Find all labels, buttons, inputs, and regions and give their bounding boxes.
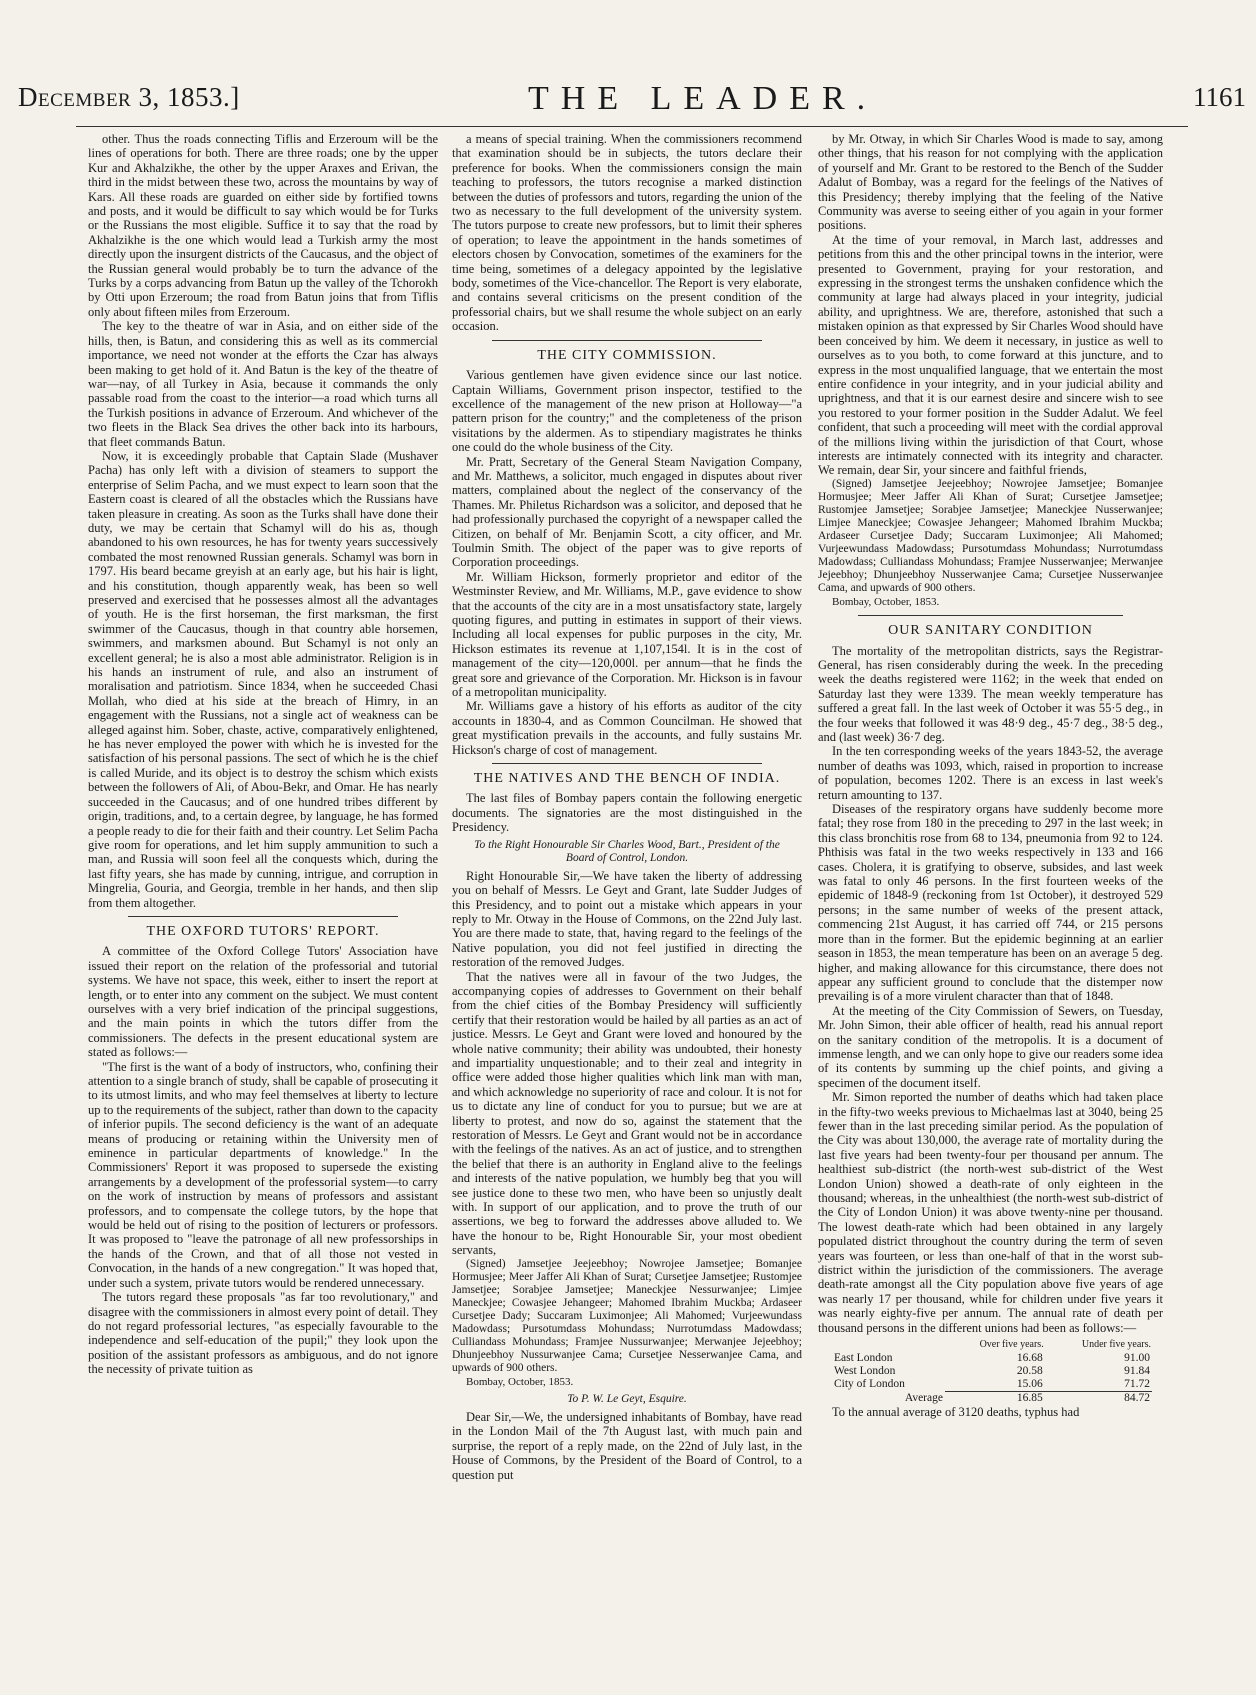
paragraph: In the ten corresponding weeks of the years 1843-52, the average number of deaths was 1093, which, raised in proportion to increase of population, becomes 1202. There is an excess in last week's return amounting to 137. [818,744,1163,802]
letter-address: To the Right Honourable Sir Charles Wood, Bart., President of the Board of Control, London. [474,838,780,864]
rate-over-five: 20.58 [1016,1365,1043,1378]
table-row [832,1352,1152,1365]
paragraph: At the meeting of the City Commission of Sewers, on Tuesday, Mr. John Simon, their able officer of health, read his annual report on the sanitary condition of the metropolis. It is a document of immense length, and we can only hope to give our readers some idea of its contents by summing up the chief points, and giving a specimen of the document itself. [818,1003,1163,1090]
column-header-under-five: Under five years. [1081,1339,1151,1351]
letter-address: To P. W. Le Geyt, Esquire. [567,1393,687,1406]
paragraph: The key to the theatre of war in Asia, and on either side of the hills, then, is Batun, and considering this as well as its commercial importance, we need not wonder at the efforts the Czar has always been making to get hold of it. And Batun is the key of the theatre of war—nay, of all Turkey in Asia, because it commands the only passable road from the coast to the interior—a road which turns all the Turkish positions in advance of Erzeroum. And whichever of the two fleets in the Black Sea drives the other back into its harbours, that fleet commands Batun. [88,319,438,449]
rate-under-five: 91.84 [1124,1365,1150,1378]
heading-oxford-tutors-report: THE OXFORD TUTORS' REPORT. [146,923,380,939]
rate-under-five: 91.00 [1124,1352,1150,1365]
paragraph: a means of special training. When the commissioners recommend that examination should be in subjects, the tutors declare their preference for books. When the commissioners consign the main teaching to professors, the tutors recognise a marked distinction between the duties of professors and tutors, regarding the union of the two as necessary to the full development of the university system. The tutors purpose to create new professors, but to limit their spheres of operation; to leave the appointment in the hands sometimes of electors chosen by Convocation, sometimes of the examiners for the time being, sometimes of a delegacy appointed by the legislative body, sometimes of the Vice-chancellor. The Report is very elaborate, and contains several criticisms on the present condition of the professorial chairs, but we shall resume the whole subject on an early occasion. [452,132,802,334]
heading-city-commission: THE CITY COMMISSION. [537,347,717,363]
column-2 [452,132,802,1482]
paragraph: other. Thus the roads connecting Tiflis and Erzeroum will be the lines of operations for both. There are three roads; one by the upper Kur and Akhalzikhe, the other by the upper Araxes and Erivan, the third in the midst between these two, across the mountains by way of Kars. All these roads are guarded on either side by fortified towns and posts, and it would be difficult to say which would be for Turks or the Russians the most eligible. Suffice it to say that the road by Akhalzikhe is the one which would lead a Turkish army the most directly upon the insurgent districts of the Caucasus, and the object of the Russian general would probably be to turn the advance of the Turks by a corps advancing from Batun up the valley of the Tchorokh by Otti upon Erzeroum; the road from Batun joins that from Tiflis only about fifteen miles from Erzeroum. [88,132,438,319]
paragraph: The mortality of the metropolitan districts, says the Registrar-General, has risen considerably during the week. In the preceding week the deaths registered were 1162; in the week that ended on Saturday last they were 1339. The mean weekly temperature has suffered a great fall. In the last week of October it was 55·5 deg., in the four weeks that followed it was 48·9 deg., 45·7 deg., 38·5 deg., and (last week) 36·7 deg. [818,643,1163,744]
section-rule [492,340,762,341]
dateline: Bombay, October, 1853. [466,1375,574,1388]
paragraph: Now, it is exceedingly probable that Captain Slade (Mushaver Pacha) has only left with a division of steamers to support the enterprise of Selim Pacha, and we must expect to learn soon that the Eastern coast is cleared of all the obstacles which the Russians have taken pleasure in creating. As soon as the Turks shall have done their duty, we may be certain that Schamyl will do his as, though abandoned to his own resources, he has for twenty years successively combated the most renowned Russian generals. Schamyl was born in 1797. His beard became greyish at an early age, but his hair is light, and his constitution, though apparently weak, has been so well preserved and exercised that he possesses almost all the advantages of youth. He is the first horseman, the first marksman, the first swimmer of the Caucasus, though in that country able horsemen, swimmers, and marksmen abound. But Schamyl is not only an excellent general; he is also a most able administrator. Religion is in his hands an instrument of rule, and also an instrument of moralisation and patriotism. Since 1834, when he succeeded Chasi Mollah, who died at his side at the breach of Himry, in an engagement with the Russians, not a single act of weakness can be alleged against him. Sober, chaste, active, comparatively enlightened, he has never employed the power with which he is invested for the satisfaction of his personal passions. The sect of which he is the chief is called Muride, and its object is to destroy the schism which exists between the followers of Ali, of Abou-Bekr, and Omar. He has nearly succeeded in the Caucasus; and of one hundred tribes different by origin, traditions, and, to a certain degree, by language, he has formed a people ready to die for their faith and their country. Let Selim Pacha give room for operations, and let him supply ammunition to such a man, and Russia will soon feel all the conquests which, during the last fifty years, she has made by cunning, intrigue, and corruption in Mingrelia, Gouria, and Georgia, tremble in her hands, and then slip from them altogether. [88,448,438,910]
heading-sanitary-condition: OUR SANITARY CONDITION [888,623,1093,639]
rate-over-five: 15.06 [1016,1378,1043,1391]
rate-over-five: 16.68 [1016,1352,1043,1365]
table-average-row [832,1392,1152,1406]
paragraph: That the natives were all in favour of the two Judges, the accompanying copies of addresses to Government on their behalf from the chief cities of the Bombay Presidency will sufficiently certify that their restoration would be hailed by all parties as an act of justice. Messrs. Le Geyt and Grant were loved and honoured by the whole native community; their ability was undoubted, their honesty and impartiality unquestionable; and to their zeal and integrity in office were added those higher qualities which link man with man, and which acknowledge no superiority of race and colour. It is not for us to dictate any line of conduct for you to pursue; but we are at liberty to protest, and now do so, against the statement that the restoration of Messrs. Le Geyt and Grant would not be in accordance with the feelings of the natives. As an act of justice, and to strengthen the belief that there is an authority in England alive to the feelings and interests of the native population, we humbly beg that you will see justice done to these two men, who have been so unjustly dealt with. In support of our application, and to prove the truth of our assertions, we beg to forward the addresses above alluded to. We have the honour to be, Right Honourable Sir, your most obedient servants, [452,969,802,1258]
paragraph: Mr. Williams gave a history of his efforts as auditor of the city accounts in 1830-4, and as Common Councilman. He showed that great mystification prevails in the accounts, and fully sustains Mr. Hickson's charge of cost of management. [452,699,802,757]
paragraph: A committee of the Oxford College Tutors' Association have issued their report on the relation of the professorial and tutorial systems. We have not space, this week, either to insert the report at length, or to enter into any comment on the subject. We must content ourselves with a very brief indication of the principal suggestions, and the main points in which the tutors differ from the commissioners. The defects in the present educational system are stated as follows:— [88,944,438,1060]
paragraph: Dear Sir,—We, the undersigned inhabitants of Bombay, have read in the London Mail of the 7th August last, with much pain and surprise, the report of a reply made, on the 22nd of July last, in the House of Commons, by the President of the Board of Control, to a question put [452,1410,802,1482]
paragraph: Diseases of the respiratory organs have suddenly become more fatal; they rose from 180 in the preceding to 297 in the last week; in this class bronchitis rose from 68 to 134, pneumonia from 92 to 124. Phthisis was fatal in the two weeks respectively in 133 and 166 cases. Cholera, it is gratifying to observe, subsides, and last week was fatal to only 46 persons. In the first fourteen weeks of the epidemic of 1848-9 (reckoning from 1st October), it destroyed 529 persons; in the same number of weeks of the present attack, commencing 21st August, it has carried off 744, or 215 persons more than in the former. But the epidemic beginning at an earlier season in 1853, the mean temperature has been on an average 5 deg. higher, and making allowance for this circumstance, there does not appear any sufficient ground to conclude that the distemper now prevailing is of a more virulent character than that of 1848. [818,802,1163,1004]
signatories: (Signed) Jamsetjee Jeejeebhoy; Nowrojee Jamsetjee; Bomanjee Hormusjee; Meer Jaffer Ali Khan of Surat; Cursetjee Jamsetjee; Rustomjee Jamsetjee; Sorabjee Jamsetjee; Maneckjee Nusserwanjee; Limjee Maneckjee; Cowasjee Jehangeer; Mahomed Ibrahim Muckba; Ardaseer Cursetjee Dady; Succaram Luximonjee; Ali Mahomed; Vurjeewundass Madowdass; Pursotumdass Mohundass; Nurrotumdass Madowdass; Culliandass Mohundass; Framjee Nusserwanjee; Merwanjee Jejeebhoy; Dhunjeebhoy Nusserwanjee Cama; Cursetjee Nusserwanjee Cama, and upwards of 900 others. [818,477,1163,594]
paragraph: The last files of Bombay papers contain the following energetic documents. The signatories are the most distinguished in the Presidency. [452,791,802,835]
paragraph: Mr. William Hickson, formerly proprietor and editor of the Westminster Review, and Mr. Williams, M.P., gave evidence to show that the accounts of the city are in a most unsatisfactory state, largely quoting figures, and putting in estimates in support of their views. Including all local expenses for public purposes in the city, Mr. Hickson estimates its revenue at 1,107,154l. It is in the cost of management of the city—120,000l. per annum—that he finds the great sore and grievance of the Corporation. Mr. Hickson is in favour of a metropolitan municipality. [452,569,802,700]
average-label: Average [904,1391,943,1404]
paragraph: Various gentlemen have given evidence since our last notice. Captain Williams, Government prison inspector, testified to the excellence of the management of the new prison at Holloway—"a pattern prison for the country;" and the completeness of the prison visitations by the aldermen. As to stipendiary magistrates he thinks one could do the whole business of the City. [452,368,802,455]
paragraph: Mr. Simon reported the number of deaths which had taken place in the fifty-two weeks previous to Michaelmas last at 3040, being 25 fewer than in the last preceding similar period. As the population of the City was about 130,000, the average rate of mortality during the last five years had been twenty-four per thousand per annum. The healthiest sub-district (the north-west sub-district of the West London Union) showed a death-rate of only eighteen in the thousand; whereas, in the unhealthiest (the north-west sub-district of the City of London Union) it was above twenty-nine per thousand. The lowest death-rate which had been obtained in any largely populated district throughout the country during the term of seven years was fourteen, or less than one-half of that in the worst sub-district within the jurisdiction of the commissioners. The average death-rate amongst all the City population above five years of age was nearly 17 per thousand, while for children under five years it was nearly eighty-five per annum. The annual rate of death per thousand persons in the different unions had been as follows:— [818,1090,1163,1335]
page-number: 1161 [1193,82,1246,112]
section-rule [128,916,398,917]
average-under-five: 84.72 [1045,1392,1152,1406]
paragraph: "The first is the want of a body of instructors, who, confining their attention to a single branch of study, shall be capable of prosecuting it to its utmost limits, and who may feel themselves at liberty to lecture up to the requirements of the subject, rather than down to the capacity of inferior pupils. The second deficiency is the want of an adequate means of producing or retaining within the University men of eminence in particular departments of knowledge." In the Commissioners' Report it was proposed to supersede the existing arrangements by a development of the professorial system—to carry on the work of instruction by means of professors and assistant professors, and to compensate the college tutors, by the hope that would be held out of rising to the position of lecturers or professors. It was proposed to "leave the patronage of all new professorships in the hands of the Crown, and that of all those not vested in Convocation, in the hands of a new congregation." It was hoped that, under such a system, private tutors would be rendered unnecessary. [88,1059,438,1290]
average-over-five: 16.85 [945,1392,1045,1406]
dateline: Bombay, October, 1853. [832,595,940,608]
paragraph: by Mr. Otway, in which Sir Charles Wood is made to say, among other things, that his reason for not complying with the application of yourself and Mr. Grant to be restored to the Bench of the Sudder Adalut of Bombay, was a regard for the feelings of the Natives of this Presidency; thereby implying that the feeling of the Native Community was averse to seeing either of you again in your former positions. [818,132,1163,233]
union-name: City of London [834,1378,905,1391]
column-1 [88,132,438,1377]
table-row [832,1378,1152,1392]
union-name: West London [834,1365,896,1378]
section-rule [492,763,762,764]
issue-date: December 3, 1853.] [18,82,240,112]
masthead-rule [76,126,1188,127]
heading-natives-bench-india: THE NATIVES AND THE BENCH OF INDIA. [473,771,781,787]
masthead [18,72,1256,124]
paragraph: Mr. Pratt, Secretary of the General Steam Navigation Company, and Mr. Matthews, a solicitor, much engaged in disputes about river matters, complained about the neglect of the conservancy of the Thames. Mr. Philetus Richardson was a solicitor, and deposed that he had professionally purchased the copyright of a newspaper called the Citizen, on behalf of Mr. Benjamin Scott, a city officer, and Mr. Toulmin Smith. The object of the paper was to give reports of Corporation proceedings. [452,454,802,570]
paragraph: At the time of your removal, in March last, addresses and petitions from this and the other principal towns in the interior, were presented to Government, praying for your restoration, and expressing in the strongest terms the unshaken confidence which the community at large had always placed in your integrity, judicial ability, and uprightness. We are, therefore, astonished that such a mistaken opinion as that expressed by Sir Charles Wood should have been conceived by him. We deem it necessary, in justice as well to ourselves as to you both, to come forward at this juncture, and to express in the most unqualified language, that we entertain the most entire confidence in your integrity, and in your judicial ability and uprightness, and that it is our earnest desire and sincere wish to see you restored to your former position in the Sudder Adalut. We feel confident, that such a proceeding will meet with the cordial approval of the millions living within the jurisdiction of that Court, whose interests are intimately connected with its integrity and character. We remain, dear Sir, your sincere and faithful friends, [818,232,1163,478]
column-3 [818,132,1163,1419]
rate-under-five: 71.72 [1124,1378,1150,1391]
union-name: East London [834,1352,893,1365]
paragraph: The tutors regard these proposals "as far too revolutionary," and disagree with the commissioners in almost every point of detail. They do not regard professorial lectures, "as especially favourable to the independence and self-education of the pupil;" they look upon the position of the assistant professors as ambiguous, and do not ignore the necessity of private tuition as [88,1290,438,1377]
death-rate-table [832,1337,1152,1405]
column-header-over-five: Over five years. [979,1339,1044,1351]
signatories: (Signed) Jamsetjee Jeejeebhoy; Nowrojee Jamsetjee; Bomanjee Hormusjee; Meer Jaffer Ali Khan of Surat; Cursetjee Jamsetjee; Rustomjee Jamsetjee; Sorabjee Jamsetjee; Maneckjee Nessurwanjee; Limjee Maneckjee; Cowasjee Jehangeer; Mahomed Ibrahim Muckba; Ardaseer Cursetjee Dady; Succaram Luximonjee; Ali Mahomed; Vurjeewundass Madowdass; Pursotumdass Mohundass; Nurrotumdass Madowdass; Culliandass Mohundass; Framjee Nussurwanjee; Merwanjee Jejeebhoy; Dhunjeebhoy Nussurwanjee Cama; Cursetjee Nesserwanjee Cama, and upwards of 900 others. [452,1257,802,1374]
table-header-row [832,1337,1152,1352]
table-row [832,1365,1152,1378]
paragraph: Right Honourable Sir,—We have taken the liberty of addressing you on behalf of Messrs. Le Geyt and Grant, late Sudder Judges of this Presidency, and to point out a mistake which appears in your reply to Mr. Otway in the House of Commons, on the 22nd July last. You are there made to state, that, having regard to the feelings of the Native population, you did not feel justified in directing the restoration of the removed Judges. [452,868,802,970]
paragraph: To the annual average of 3120 deaths, typhus had [832,1405,1080,1420]
newspaper-title: THE LEADER. [528,80,878,117]
section-rule [858,615,1123,616]
